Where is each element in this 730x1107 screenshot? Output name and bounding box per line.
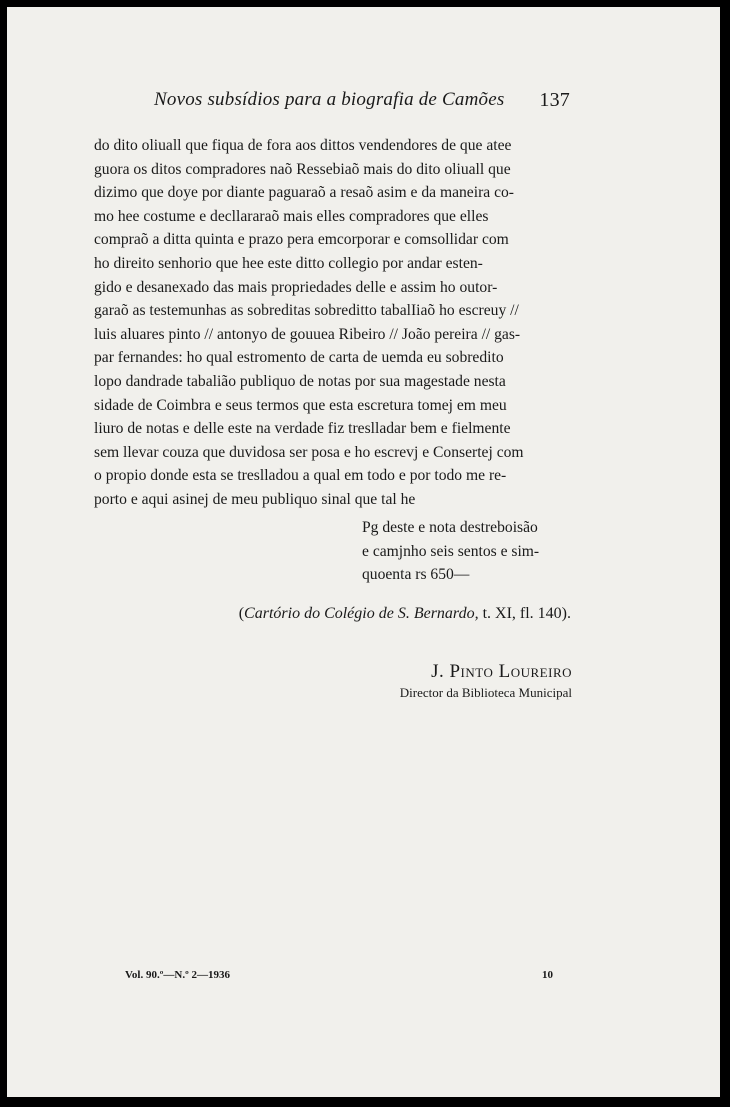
- text-line: par fernandes: ho qual estromento de carta de uemda eu sobredito: [94, 349, 504, 367]
- source-citation: [227, 605, 571, 623]
- author-role: Director da Biblioteca Municipal: [399, 685, 572, 700]
- text-line: ho direito senhorio que hee este ditto collegio por andar esten-: [94, 254, 483, 272]
- signature-block: [400, 661, 572, 701]
- text-line: compraõ a ditta quinta e prazo pera emcorporar e comsollidar com: [94, 231, 509, 249]
- running-header: [154, 89, 570, 111]
- volume-info: Vol. 90.º—N.º 2—1936: [125, 969, 230, 981]
- text-line: garaõ as testemunhas as sobreditas sobreditto tabalIiaõ ho escreuy //: [94, 302, 519, 320]
- body-text: [94, 134, 569, 512]
- text-line: porto e aqui asinej de meu publiquo sinal que tal he: [94, 490, 416, 508]
- text-line: o propio donde esta se treslladou a qual em todo e por todo me re-: [94, 467, 507, 485]
- text-line: guora os ditos compradores naõ Ressebiaõ mais do dito oliuall que: [94, 160, 511, 178]
- page-footer: [125, 969, 553, 981]
- price-line: Pg deste e nota destreboisão: [362, 519, 538, 536]
- citation-open: (: [238, 605, 245, 622]
- price-note: [362, 516, 572, 587]
- price-line: e camjnho seis sentos e sim-: [362, 542, 540, 560]
- text-line: luis aluares pinto // antonyo de gouuea Ribeiro // João pereira // gas-: [94, 325, 521, 343]
- price-line: quoenta rs 650—: [362, 566, 470, 584]
- citation-archive: Cartório do Colégio de S. Bernardo,: [244, 605, 479, 622]
- signature-mark: 10: [542, 969, 553, 981]
- page-number: 137: [539, 89, 570, 111]
- text-line: dizimo que doye por diante paguaraõ a resaõ asim e da maneira co-: [94, 184, 514, 202]
- text-line: do dito oliuall que fiqua de fora aos dittos vendendores de que atee: [94, 137, 512, 154]
- document-page: [7, 7, 720, 1097]
- text-line: mo hee costume e decllararaõ mais elles compradores que elles: [94, 207, 489, 225]
- citation-ref: t. XI, fl. 140).: [478, 605, 571, 622]
- running-title: Novos subsídios para a biografia de Camões: [154, 89, 505, 110]
- author-name: J. Pinto Loureiro: [431, 661, 572, 682]
- text-line: lopo dandrade tabalião publiquo de notas por sua magestade nesta: [94, 372, 506, 390]
- text-line: sem llevar couza que duvidosa ser posa e ho escrevj e Consertej com: [94, 443, 524, 461]
- text-line: liuro de notas e delle este na verdade fiz treslladar bem e fielmente: [94, 420, 511, 438]
- text-line: gido e desanexado das mais propriedades delle e assim ho outor-: [94, 278, 498, 296]
- text-line: sidade de Coimbra e seus termos que esta escretura tomej em meu: [94, 396, 507, 414]
